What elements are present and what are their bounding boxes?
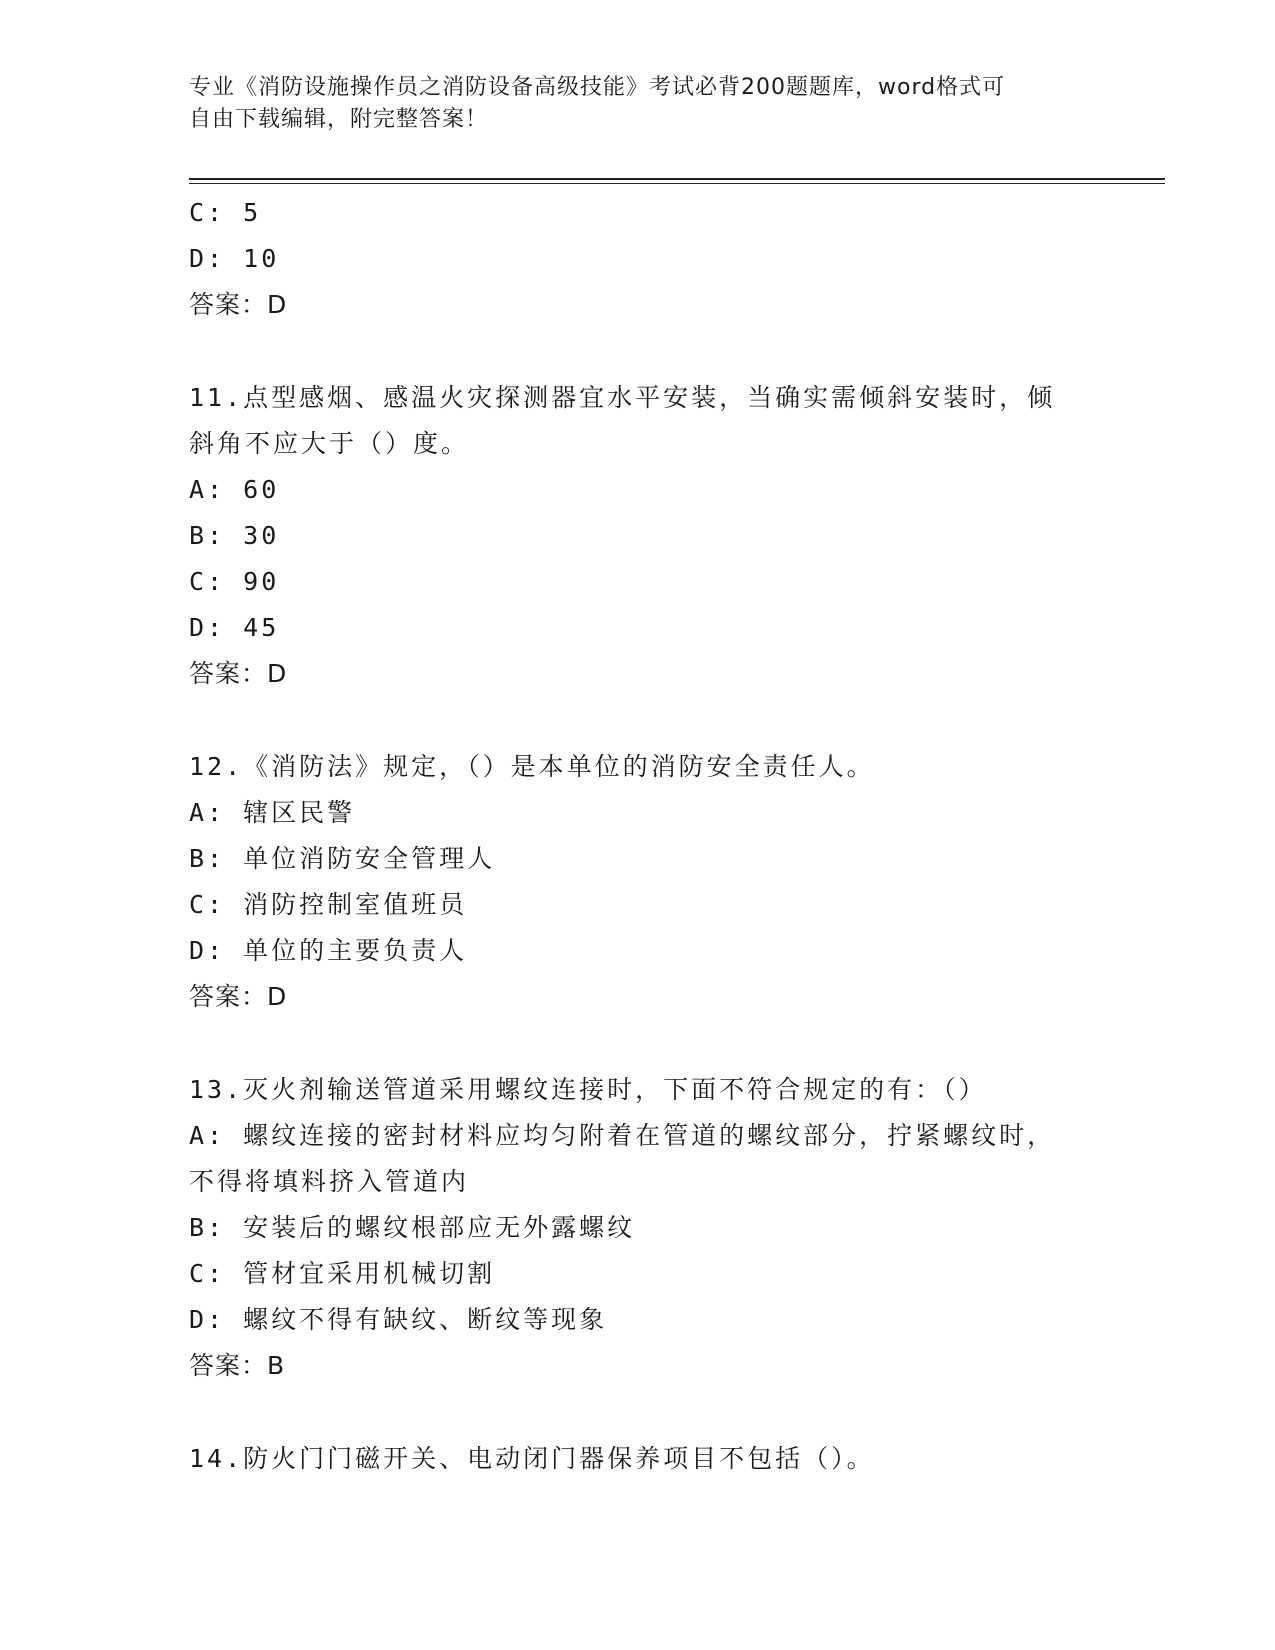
header-line-1: 专业《消防设施操作员之消防设备高级技能》考试必背200题题库，word格式可 <box>189 75 1006 100</box>
answer-text: 答案：B <box>189 1351 286 1380</box>
header-divider-thick <box>189 178 1165 180</box>
question-list <box>189 190 1089 1482</box>
option-a: A: 辖区民警 <box>189 798 356 827</box>
question-14 <box>189 1436 1089 1482</box>
option-d: D: 10 <box>189 244 280 273</box>
question-13 <box>189 1067 1089 1389</box>
option-c: C: 5 <box>189 198 262 227</box>
option-d: D: 单位的主要负责人 <box>189 936 468 965</box>
answer-text: 答案：D <box>189 290 288 319</box>
spacer <box>189 697 1089 744</box>
option-c: C: 管材宜采用机械切割 <box>189 1259 496 1288</box>
question-stem-line-1: 11.点型感烟、感温火灾探测器宜水平安装，当确实需倾斜安装时，倾 <box>189 383 1056 412</box>
answer-text: 答案：D <box>189 982 288 1011</box>
header-line-2: 自由下载编辑，附完整答案！ <box>189 107 489 132</box>
spacer <box>189 328 1089 375</box>
option-a-line-1: A: 螺纹连接的密封材料应均匀附着在管道的螺纹部分，拧紧螺纹时， <box>189 1121 1056 1150</box>
option-c: C: 消防控制室值班员 <box>189 890 468 919</box>
option-d: D: 45 <box>189 613 280 642</box>
option-c: C: 90 <box>189 567 280 596</box>
option-b: B: 安装后的螺纹根部应无外露螺纹 <box>189 1213 636 1242</box>
option-a: A: 60 <box>189 475 280 504</box>
header-divider-thin <box>189 183 1165 184</box>
question-stem-line-2: 斜角不应大于（）度。 <box>189 429 470 458</box>
answer-text: 答案：D <box>189 659 288 688</box>
question-10-tail <box>189 190 1089 328</box>
option-b: B: 单位消防安全管理人 <box>189 844 496 873</box>
document-header <box>189 72 1089 136</box>
question-11 <box>189 375 1089 697</box>
option-d: D: 螺纹不得有缺纹、断纹等现象 <box>189 1305 608 1334</box>
option-a-line-2: 不得将填料挤入管道内 <box>189 1167 470 1196</box>
option-b: B: 30 <box>189 521 280 550</box>
question-stem-line-1: 12.《消防法》规定，（）是本单位的消防安全责任人。 <box>189 752 875 781</box>
spacer <box>189 1020 1089 1067</box>
question-12 <box>189 744 1089 1020</box>
question-stem-line-1: 13.灭火剂输送管道采用螺纹连接时，下面不符合规定的有：（） <box>189 1075 987 1104</box>
spacer <box>189 1389 1089 1436</box>
question-stem-line-1: 14.防火门门磁开关、电动闭门器保养项目不包括（）。 <box>189 1444 875 1473</box>
